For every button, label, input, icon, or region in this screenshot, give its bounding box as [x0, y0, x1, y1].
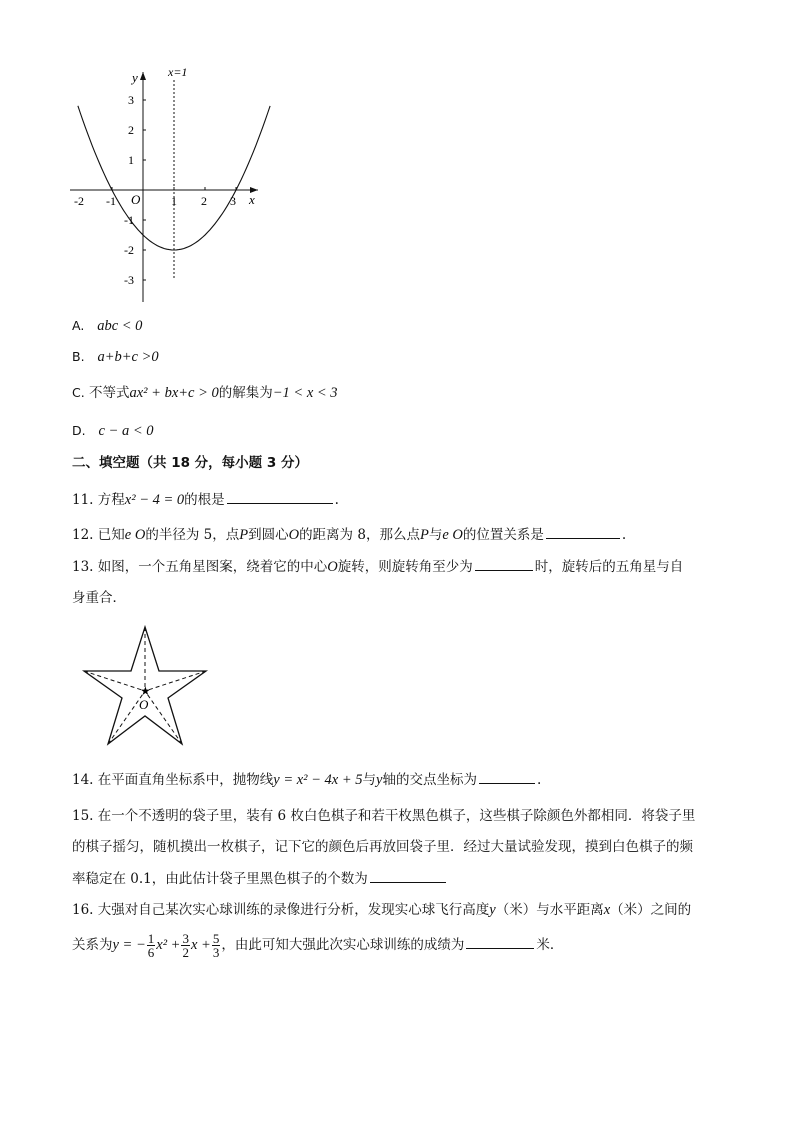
option-c[interactable]: C. 不等式ax² + bx+c > 0的解集为−1 < x < 3	[72, 385, 338, 401]
answer-blank[interactable]	[546, 524, 620, 539]
parabola-graph	[60, 55, 280, 310]
fraction: $\frac{5}{3}$	[212, 931, 220, 960]
question-13-line-1: 13. 如图，一个五角星图案，绕着它的中心O旋转，则旋转角至少为 时，旋转后的五角星与自	[72, 556, 683, 577]
x-tick-label: -2	[74, 194, 84, 208]
question-15-line-1: 15. 在一个不透明的袋子里，装有 6 枚白色棋子和若干枚黑色棋子，这些棋子除颜色外都相同．将袋子里	[72, 808, 696, 824]
question-12: 12. 已知e O的半径为 5，点P到圆心O的距离为 8，那么点P与e O的位置关系是 .	[72, 524, 626, 545]
pentagram-figure	[76, 620, 216, 750]
fraction: $\frac{1}{6}$	[147, 931, 155, 960]
question-15-line-2: 的棋子摇匀，随机摸出一枚棋子，记下它的颜色后再放回袋子里．经过大量试验发现，摸到白色棋子的频	[72, 839, 693, 855]
answer-blank[interactable]	[466, 934, 534, 949]
y-tick-label: -1	[124, 213, 134, 227]
answer-blank[interactable]	[475, 556, 533, 571]
option-d[interactable]: D. c − a < 0	[72, 423, 154, 439]
option-b[interactable]: B. a+b+c >0	[72, 349, 159, 365]
star-center-label: O	[139, 697, 149, 712]
y-tick-label: 1	[128, 153, 134, 167]
x-tick-label: 1	[171, 194, 177, 208]
question-16-line-1: 16. 大强对自己某次实心球训练的录像进行分析，发现实心球飞行高度y（米）与水平距离x（米）之间的	[72, 902, 692, 918]
answer-blank[interactable]	[479, 769, 535, 784]
y-tick-label: 3	[128, 93, 134, 107]
y-axis-label: y	[132, 70, 138, 85]
question-11: 11. 方程x² − 4 = 0的根是 .	[72, 489, 339, 510]
x-tick-label: -1	[106, 194, 116, 208]
option-a[interactable]: A. abc < 0	[72, 318, 143, 334]
dashed-line-label: x=1	[168, 65, 188, 79]
y-tick-label: -3	[124, 273, 134, 287]
question-13-line-2: 身重合．	[72, 590, 126, 606]
y-tick-label: -2	[124, 243, 134, 257]
answer-blank[interactable]	[227, 489, 333, 504]
x-tick-label: 3	[230, 194, 236, 208]
x-tick-label: 2	[201, 194, 207, 208]
y-tick-label: 2	[128, 123, 134, 137]
y-axis-arrow-icon	[140, 72, 146, 80]
section-heading: 二、填空题（共 18 分，每小题 3 分）	[72, 455, 308, 471]
star-center-icon: ★	[140, 684, 151, 698]
question-16-line-2: 关系为y = − $\frac{1}{6}$ x² + $\frac{3}{2}$ x + $\frac{5}{3}$ ，由此可知大强此次实心球训练的成绩为 米．	[72, 931, 564, 960]
answer-blank[interactable]	[370, 868, 446, 883]
question-14: 14. 在平面直角坐标系中，抛物线y = x² − 4x + 5与y轴的交点坐标为 .	[72, 769, 541, 790]
origin-label: O	[131, 192, 141, 207]
fraction: $\frac{3}{2}$	[182, 931, 189, 960]
question-15-line-3: 率稳定在 0.1，由此估计袋子里黑色棋子的个数为	[72, 868, 448, 889]
x-axis-label: x	[249, 192, 255, 207]
